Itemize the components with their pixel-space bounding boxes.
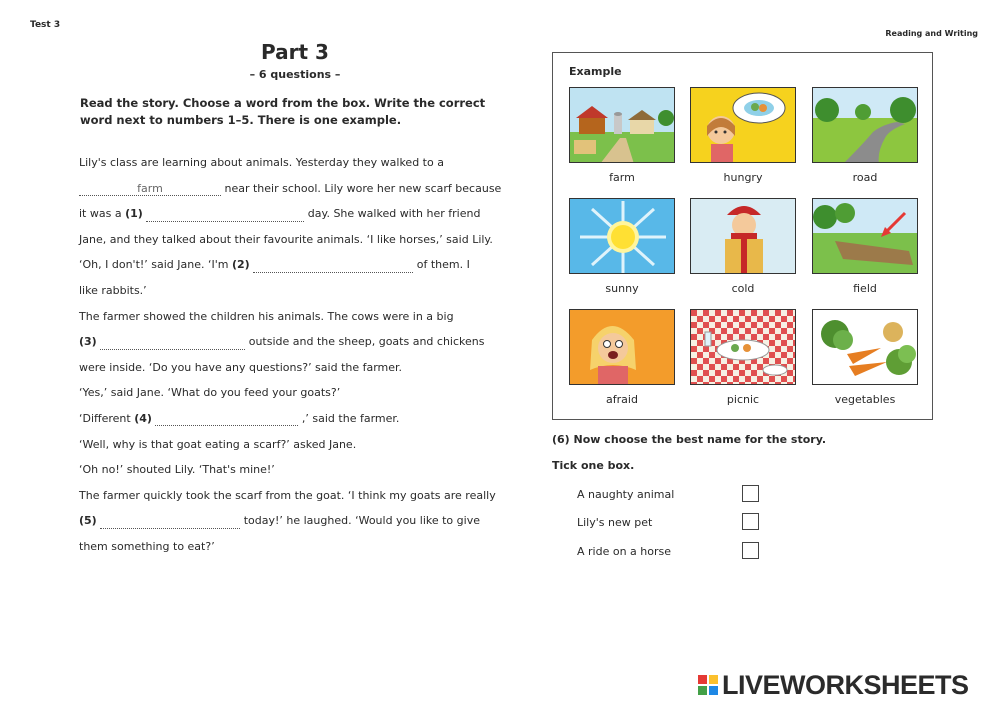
question-number-3: (3) [79,335,97,349]
word-card-picnic [690,309,796,406]
story-line: were inside. ‘Do you have any questions?’ said the farmer. [79,360,403,374]
word-sunny: sunny [605,282,639,295]
story-line: The farmer quickly took the scarf from the goat. ‘I think my goats are really [79,488,496,502]
word-box-title: Example [569,65,622,78]
word-card-afraid [569,309,675,406]
logo-square [698,675,707,684]
page-title: Part 3 [261,40,329,64]
story-line: ‘Oh no!’ shouted Lily. ‘That's mine!’ [79,463,275,477]
sunny-image [569,198,675,274]
story-line: farm near their school. Lily wore her new scarf because [79,176,519,202]
story-line: (5) today!’ he laughed. ‘Would you like to give [79,514,480,528]
option-2-checkbox[interactable] [742,513,759,530]
instructions: Read the story. Choose a word from the box. Write the correct word next to numbers 1–5. There is one example. [80,96,486,127]
word-farm: farm [609,171,635,184]
word-afraid: afraid [606,393,638,406]
word-card-hungry [690,87,796,184]
question-number-4: (4) [134,411,152,425]
hungry-image [690,87,796,163]
question-number-5: (5) [79,514,97,528]
field-image [812,198,918,274]
logo-square [698,686,707,695]
option-1-checkbox[interactable] [742,485,759,502]
option-label: A ride on a horse [577,545,672,558]
logo-square [709,686,718,695]
answer-1-input[interactable] [146,207,304,222]
answer-5-input[interactable] [100,514,240,529]
word-picnic: picnic [726,393,760,406]
example-answer-field [79,181,221,196]
picnic-image [690,309,796,385]
answer-2-input[interactable] [253,258,413,273]
story-line: ‘Well, why is that goat eating a scarf?’ asked Jane. [79,437,357,451]
word-card-vegetables [812,309,918,406]
section-label: Reading and Writing [885,29,978,38]
word-card-farm [569,87,675,184]
story-line: (3) outside and the sheep, goats and chickens [79,335,485,349]
test-label: Test 3 [30,20,61,30]
story-text [79,150,519,560]
farm-image [569,87,675,163]
word-field: field [853,282,877,295]
word-road: road [852,171,878,184]
option-label: A naughty animal [577,488,675,501]
option-3-checkbox[interactable] [742,542,759,559]
word-card-road [812,87,918,184]
word-box [552,52,933,420]
road-image [812,87,918,163]
question-number-1: (1) [125,207,143,221]
story-line: Lily's class are learning about animals. Yesterday they walked to a [79,156,444,169]
answer-4-input[interactable] [155,411,298,426]
watermark-text: LIVEWORKSHEETS [722,669,969,700]
word-card-field [812,198,918,295]
story-line: ‘Oh, I don't!’ said Jane. ‘I'm (2) of them. I [79,258,470,272]
question-number-2: (2) [232,258,250,272]
answer-3-input[interactable] [100,335,245,350]
afraid-image [569,309,675,385]
vegetables-image [812,309,918,385]
question-count: – 6 questions – [249,68,341,81]
story-line: like rabbits.’ [79,283,147,297]
word-card-sunny [569,198,675,295]
story-line: ‘Different (4) ,’ said the farmer. [79,411,400,425]
story-line: Jane, and they talked about their favourite animals. ‘I like horses,’ said Lily. [79,232,493,246]
question-6-prompt: (6) Now choose the best name for the story. [552,433,827,446]
story-line: The farmer showed the children his animals. The cows were in a big [79,309,454,323]
logo-square [709,675,718,684]
option-label: Lily's new pet [577,516,653,529]
tick-instruction: Tick one box. [552,459,635,472]
word-vegetables: vegetables [834,393,896,406]
liveworksheets-watermark [698,668,969,702]
word-card-cold [690,198,796,295]
word-cold: cold [731,282,755,295]
liveworksheets-logo-icon [698,675,718,695]
story-line: them something to eat?’ [79,539,215,553]
story-line: it was a (1) day. She walked with her friend [79,207,481,221]
story-line: ‘Yes,’ said Jane. ‘What do you feed your goats?’ [79,386,341,400]
word-hungry: hungry [723,171,763,184]
cold-image [690,198,796,274]
